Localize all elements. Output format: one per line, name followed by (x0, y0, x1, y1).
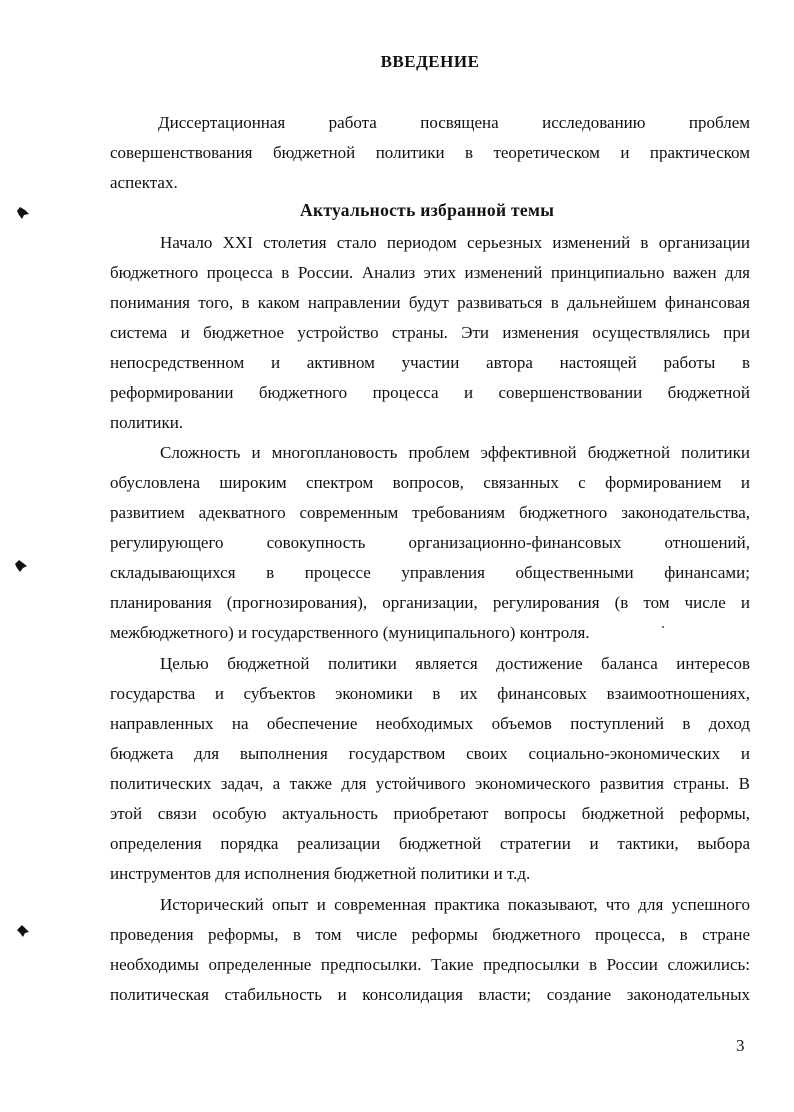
para1-line-4: система и бюджетное устройство страны. Эти изменения осуществлялись при (110, 323, 750, 342)
intro-line-3: аспектах. (110, 173, 178, 192)
punch-mark-icon (16, 924, 30, 938)
para4-line-4: политическая стабильность и консолидация власти; создание законодательных (110, 985, 750, 1004)
page-number: 3 (736, 1036, 745, 1055)
para3-line-8: инструментов для исполнения бюджетной политики и т.д. (110, 864, 531, 883)
para3-line-3: направленных на обеспечение необходимых объемов поступлений в доход (110, 714, 750, 733)
para3-line-4: бюджета для выполнения государством своих социально-экономических и (110, 744, 750, 763)
para1-line-5: непосредственном и активном участии автора настоящей работы в (110, 353, 750, 372)
para1-line-7: политики. (110, 413, 184, 432)
para3-line-2: государства и субъектов экономики в их финансовых взаимоотношениях, (110, 684, 750, 703)
para1-line-3: понимания того, в каком направлении будут развиваться в дальнейшем финансовая (110, 293, 750, 312)
para2-line-5: складывающихся в процессе управления общественными финансами; (110, 563, 750, 582)
para4-line-2: проведения реформы, в том числе реформы бюджетного процесса, в стране (110, 925, 750, 944)
para3-line-7: определения порядка реализации бюджетной стратегии и тактики, выбора (110, 834, 750, 853)
scan-speck (662, 626, 664, 628)
intro-line-1: Диссертационная работа посвящена исследованию проблем (158, 113, 750, 132)
punch-mark-icon (14, 559, 28, 573)
para2-line-1: Сложность и многоплановость проблем эффективной бюджетной политики (160, 443, 750, 462)
para1-line-2: бюджетного процесса в России. Анализ этих изменений принципиально важен для (110, 263, 750, 282)
para3-line-1: Целью бюджетной политики является достижение баланса интересов (160, 654, 750, 673)
intro-line-2: совершенствования бюджетной политики в теоретическом и практическом (110, 143, 750, 162)
para2-line-3: развитием адекватного современным требованиям бюджетного законодательства, (110, 503, 750, 522)
para3-line-6: этой связи особую актуальность приобретают вопросы бюджетной реформы, (110, 804, 750, 823)
para2-line-6: планирования (прогнозирования), организации, регулирования (в том числе и (110, 593, 750, 612)
para3-line-5: политических задач, а также для устойчивого экономического развития страны. В (110, 774, 750, 793)
para2-line-2: обусловлена широким спектром вопросов, связанных с формированием и (110, 473, 750, 492)
section-heading: Актуальность избранной темы (300, 200, 555, 220)
para2-line-4: регулирующего совокупность организационно-финансовых отношений, (110, 533, 750, 552)
para4-line-1: Исторический опыт и современная практика показывают, что для успешного (160, 895, 750, 914)
para1-line-1: Начало XXI столетия стало периодом серьезных изменений в организации (160, 233, 750, 252)
para4-line-3: необходимы определенные предпосылки. Такие предпосылки в России сложились: (110, 955, 750, 974)
punch-mark-icon (16, 206, 30, 220)
para2-line-7: межбюджетного) и государственного (муниципального) контроля. (110, 623, 590, 642)
para1-line-6: реформировании бюджетного процесса и совершенствовании бюджетной (110, 383, 750, 402)
page-title: ВВЕДЕНИЕ (380, 52, 480, 71)
